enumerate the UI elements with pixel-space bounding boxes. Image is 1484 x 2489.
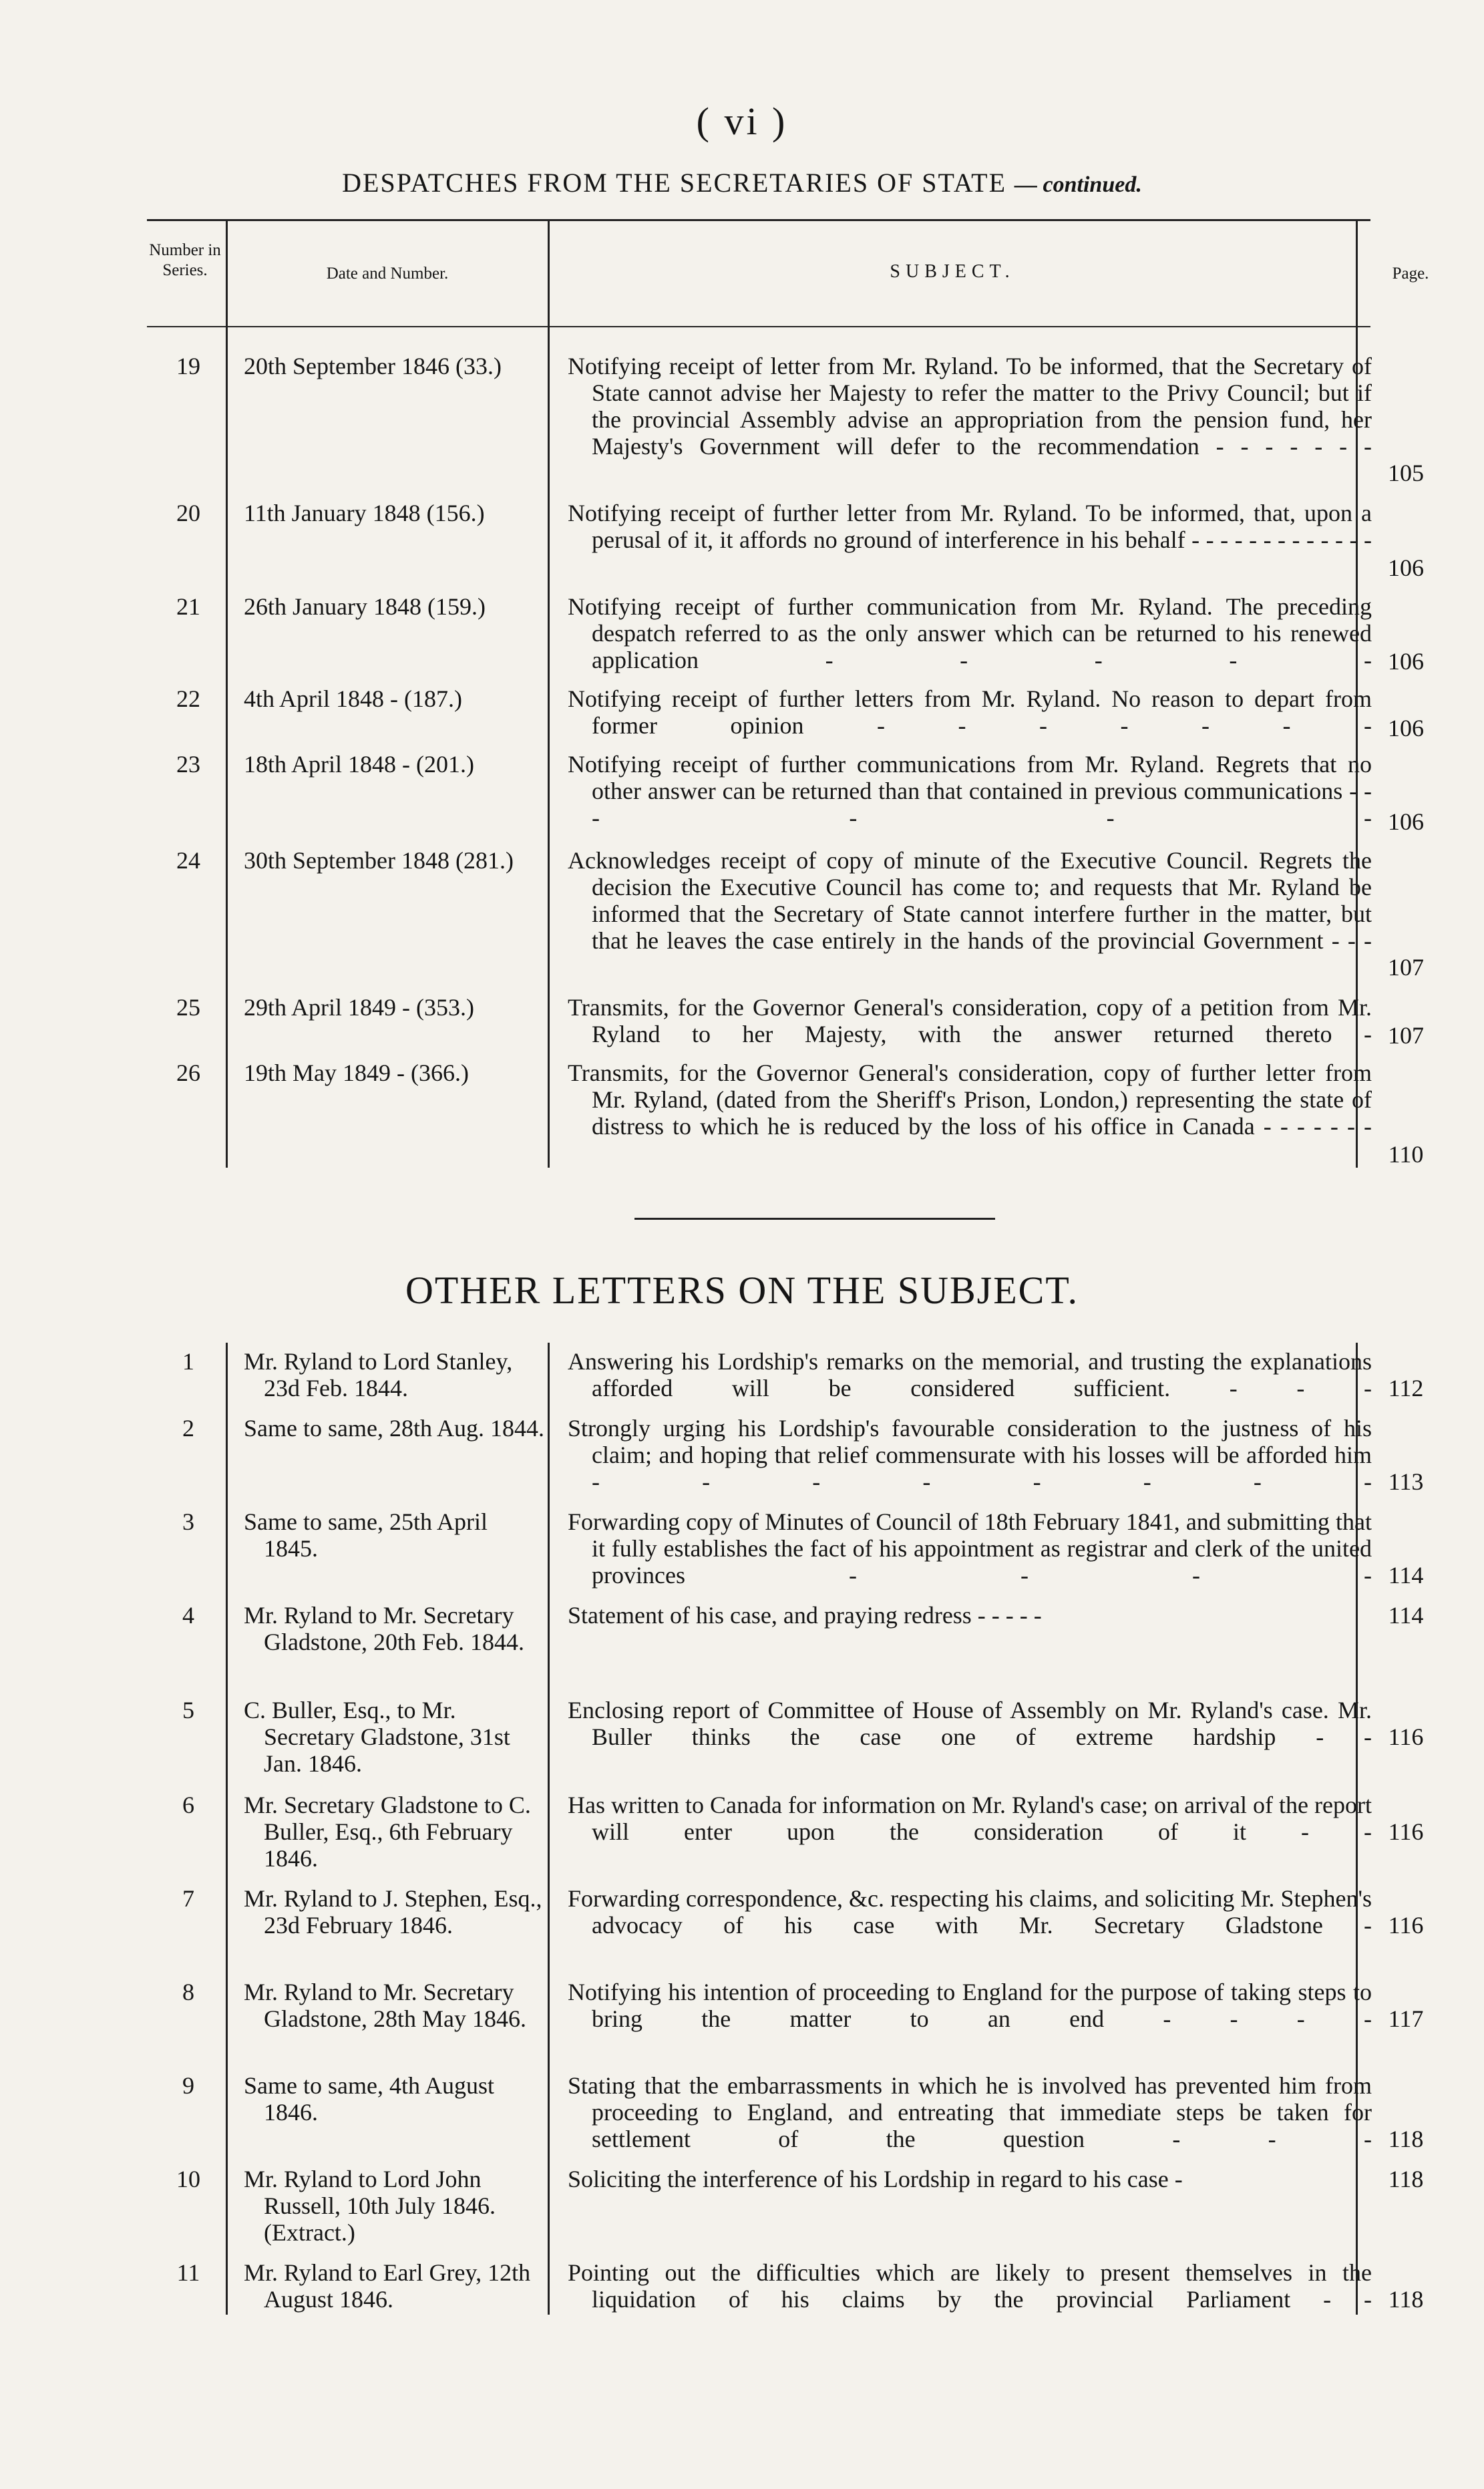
column-divider bbox=[548, 220, 550, 1168]
header-bottom-rule bbox=[147, 326, 1370, 327]
row-date: Mr. Secretary Gladstone to C. Buller, Esq., 6th February 1846. bbox=[244, 1792, 531, 1872]
row-subject: Strongly urging his Lordship's favourable consideration to the justness of his claim; and hoping that relief commensurate with his losses will be afforded him - - - - - - - - bbox=[568, 1415, 1372, 1495]
column-divider bbox=[548, 1343, 550, 2315]
row-subject: Notifying receipt of further communication from Mr. Ryland. The preceding despatch referred to as the only answer which can be returned to his renewed application - - - - - bbox=[568, 593, 1372, 673]
row-subject: Pointing out the difficulties which are likely to present themselves in the liquidation of his claims by the provincial Parliament - - bbox=[568, 2259, 1372, 2313]
row-subject: Notifying receipt of further letters from Mr. Ryland. No reason to depart from former opinion - - - - - - - bbox=[568, 685, 1372, 739]
row-number: 5 bbox=[182, 1697, 194, 1723]
header-continued: — continued. bbox=[1014, 172, 1142, 197]
row-number: 23 bbox=[176, 751, 200, 778]
row-subject: Forwarding correspondence, &c. respecting his claims, and soliciting Mr. Stephen's advocacy of his case with Mr. Secretary Gladstone - bbox=[568, 1885, 1372, 1939]
row-subject: Has written to Canada for information on Mr. Ryland's case; on arrival of the report will enter upon the consideration of it - - bbox=[568, 1792, 1372, 1845]
row-page: 107 bbox=[1388, 1022, 1424, 1049]
row-number: 4 bbox=[182, 1602, 194, 1629]
row-subject: Answering his Lordship's remarks on the memorial, and trusting the explanations afforded will be considered sufficient. - - - bbox=[568, 1348, 1372, 1401]
row-page: 116 bbox=[1388, 1818, 1424, 1845]
column-divider bbox=[226, 220, 228, 1168]
row-date: Mr. Ryland to J. Stephen, Esq., 23d February 1846. bbox=[244, 1885, 542, 1939]
row-page: 118 bbox=[1388, 2166, 1424, 2192]
row-subject: Notifying his intention of proceeding to England for the purpose of taking steps to bring the matter to an end - - - - bbox=[568, 1979, 1372, 2032]
row-number: 11 bbox=[176, 2259, 200, 2286]
row-page: 105 bbox=[1388, 460, 1424, 486]
row-number: 7 bbox=[182, 1885, 194, 1912]
row-date: Mr. Ryland to Lord Stanley, 23d Feb. 1844. bbox=[244, 1348, 513, 1401]
row-number: 24 bbox=[176, 847, 200, 874]
page-number: ( vi ) bbox=[696, 100, 788, 143]
row-date: Same to same, 25th April 1845. bbox=[244, 1508, 488, 1562]
row-page: 106 bbox=[1388, 808, 1424, 835]
row-date: 4th April 1848 - (187.) bbox=[244, 685, 462, 712]
row-date: Same to same, 28th Aug. 1844. bbox=[244, 1415, 544, 1442]
row-date: 30th September 1848 (281.) bbox=[244, 847, 514, 874]
row-number: 22 bbox=[176, 685, 200, 712]
row-page: 116 bbox=[1388, 1723, 1424, 1750]
row-number: 8 bbox=[182, 1979, 194, 2005]
section-title: OTHER LETTERS ON THE SUBJECT. bbox=[405, 1269, 1079, 1312]
row-page: 106 bbox=[1388, 648, 1424, 675]
row-date: 18th April 1848 - (201.) bbox=[244, 751, 474, 778]
row-number: 25 bbox=[176, 994, 200, 1021]
top-rule bbox=[147, 219, 1370, 221]
row-number: 1 bbox=[182, 1348, 194, 1375]
row-page: 118 bbox=[1388, 2126, 1424, 2152]
row-subject: Soliciting the interference of his Lordship in regard to his case - bbox=[568, 2166, 1183, 2192]
row-subject: Acknowledges receipt of copy of minute of the Executive Council. Regrets the decision the Executive Council has come to; and requests that Mr. Ryland be informed that the Secretary of State cannot interfere further in the matter, but that he leaves the case entirely in the hands of the provincial Government - - - bbox=[568, 847, 1372, 954]
row-number: 21 bbox=[176, 593, 200, 620]
row-number: 9 bbox=[182, 2072, 194, 2099]
row-subject: Notifying receipt of further communications from Mr. Ryland. Regrets that no other answer can be returned than that contained in previous communications - - - - - - bbox=[568, 751, 1372, 831]
column-header-number bbox=[146, 240, 224, 281]
column-header-page: Page. bbox=[1392, 265, 1429, 283]
row-subject: Transmits, for the Governor General's consideration, copy of a petition from Mr. Ryland to her Majesty, with the answer returned thereto - bbox=[568, 994, 1372, 1047]
row-page: 112 bbox=[1388, 1375, 1424, 1401]
row-date: 29th April 1849 - (353.) bbox=[244, 994, 474, 1021]
row-subject: Notifying receipt of further letter from Mr. Ryland. To be informed, that, upon a perusal of it, it affords no ground of interference in his behalf - - - - - - - - - - - - - bbox=[568, 500, 1372, 553]
row-subject: Notifying receipt of letter from Mr. Ryland. To be informed, that the Secretary of State cannot advise her Majesty to refer the matter to the Privy Council; but if the provincial Assembly advise an appropriation from the pension fund, her Majesty's Government will defer to the recommendation - - - - - - - bbox=[568, 353, 1372, 460]
row-date: 19th May 1849 - (366.) bbox=[244, 1059, 469, 1086]
row-date: Same to same, 4th August 1846. bbox=[244, 2072, 494, 2126]
row-page: 106 bbox=[1388, 715, 1424, 741]
row-subject: Enclosing report of Committee of House of Assembly on Mr. Ryland's case. Mr. Buller thinks the case one of extreme hardship - - bbox=[568, 1697, 1372, 1750]
row-page: 116 bbox=[1388, 1912, 1424, 1939]
row-number: 3 bbox=[182, 1508, 194, 1535]
row-number: 6 bbox=[182, 1792, 194, 1818]
row-page: 117 bbox=[1388, 2005, 1424, 2032]
row-date: Mr. Ryland to Mr. Secretary Gladstone, 20th Feb. 1844. bbox=[244, 1602, 524, 1655]
row-subject: Forwarding copy of Minutes of Council of 18th February 1841, and submitting that it fully establishes the fact of his appointment as registrar and clerk of the united provinces - - - - bbox=[568, 1508, 1372, 1589]
row-number: 19 bbox=[176, 353, 200, 379]
row-subject: Statement of his case, and praying redress - - - - - bbox=[568, 1602, 1042, 1629]
column-header-number-text: Number in Series. bbox=[149, 241, 221, 279]
row-number: 10 bbox=[176, 2166, 200, 2192]
section-divider bbox=[634, 1218, 995, 1220]
column-header-date: Date and Number. bbox=[326, 265, 449, 283]
page-header bbox=[0, 167, 1484, 198]
row-date: Mr. Ryland to Lord John Russell, 10th July 1846. (Extract.) bbox=[244, 2166, 496, 2246]
row-subject: Stating that the embarrassments in which he is involved has prevented him from proceeding to England, and entreating that immediate steps be taken for settlement of the question - - - bbox=[568, 2072, 1372, 2152]
header-title: DESPATCHES FROM THE SECRETARIES OF STATE bbox=[342, 168, 1007, 198]
row-page: 118 bbox=[1388, 2286, 1424, 2313]
row-page: 114 bbox=[1388, 1562, 1424, 1589]
row-page: 107 bbox=[1388, 954, 1424, 981]
row-date: C. Buller, Esq., to Mr. Secretary Gladstone, 31st Jan. 1846. bbox=[244, 1697, 510, 1777]
row-date: 20th September 1846 (33.) bbox=[244, 353, 502, 379]
row-subject: Transmits, for the Governor General's consideration, copy of further letter from Mr. Ryland, (dated from the Sheriff's Prison, London,) representing the state of distress to which he is reduced by the loss of his office in Canada - - - - - - - bbox=[568, 1059, 1372, 1140]
column-divider bbox=[226, 1343, 228, 2315]
row-date: 11th January 1848 (156.) bbox=[244, 500, 485, 526]
row-number: 20 bbox=[176, 500, 200, 526]
row-page: 106 bbox=[1388, 554, 1424, 581]
row-page: 114 bbox=[1388, 1602, 1424, 1629]
row-number: 26 bbox=[176, 1059, 200, 1086]
row-page: 113 bbox=[1388, 1468, 1424, 1495]
row-date: Mr. Ryland to Earl Grey, 12th August 1846. bbox=[244, 2259, 531, 2313]
row-page: 110 bbox=[1388, 1141, 1424, 1168]
row-date: 26th January 1848 (159.) bbox=[244, 593, 486, 620]
row-date: Mr. Ryland to Mr. Secretary Gladstone, 28th May 1846. bbox=[244, 1979, 526, 2032]
row-number: 2 bbox=[182, 1415, 194, 1442]
column-header-subject: SUBJECT. bbox=[890, 261, 1015, 282]
